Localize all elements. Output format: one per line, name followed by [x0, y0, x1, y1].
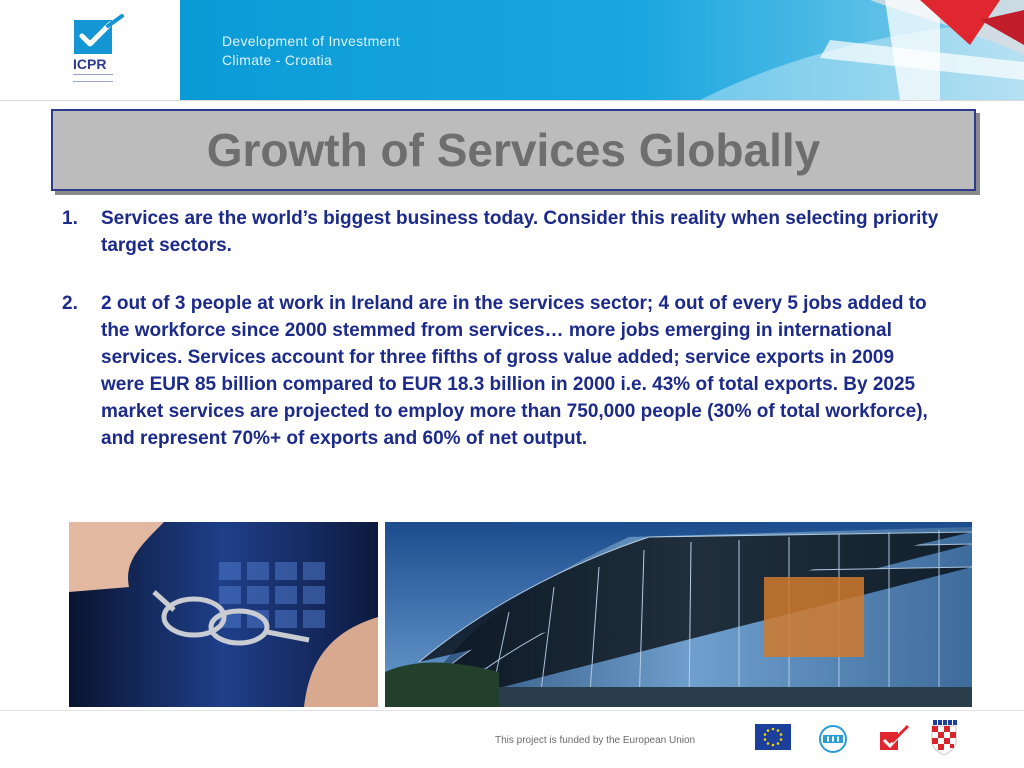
title-box: [51, 109, 976, 191]
icpr-logo-text: ICPR: [73, 56, 107, 72]
funding-text: This project is funded by the European Union: [495, 735, 696, 746]
icpr-logo-subtext: [73, 74, 113, 82]
header-banner: [180, 0, 1024, 100]
croatia-coat-of-arms-icon: [930, 720, 958, 756]
footer-divider: [0, 710, 1024, 711]
org-name-line2: Climate - Croatia: [222, 52, 333, 68]
photo-divider: [378, 522, 385, 707]
red-check-logo: [878, 724, 910, 752]
header: [0, 0, 1024, 101]
list-item-number: 2.: [62, 293, 78, 314]
bullet-list: [62, 205, 942, 452]
photo-strip: [69, 522, 972, 707]
banner-flag-graphic: [180, 0, 1024, 100]
icpr-logo: [0, 0, 180, 100]
list-item-text: Services are the world’s biggest business today. Consider this reality when selecting priority target sectors.: [101, 208, 939, 256]
list-item: [62, 205, 942, 259]
org-name-line1: Development of Investment: [222, 33, 400, 49]
eu-flag-icon: [755, 724, 791, 750]
list-item-number: 1.: [62, 208, 78, 229]
glass-building-photo: [385, 522, 972, 707]
idi-logo: [818, 724, 848, 754]
slide-title: Growth of Services Globally: [206, 124, 821, 176]
keys-photo: [69, 522, 378, 707]
list-item: [62, 290, 942, 452]
list-item-text: 2 out of 3 people at work in Ireland are in the services sector; 4 out of every 5 jobs added to the workforce since 2000 stemmed from services… more jobs emerging in international services. Services account for three fifths of gross value added; service exports in 2009 were EUR 85 billion compared to EUR 18.3 billion in 2000 i.e. 43% of total exports. By 2025 market services are projected to employ more than 750,000 people (30% of total workforce), and represent 70%+ of exports and 60% of net output.: [101, 293, 928, 449]
